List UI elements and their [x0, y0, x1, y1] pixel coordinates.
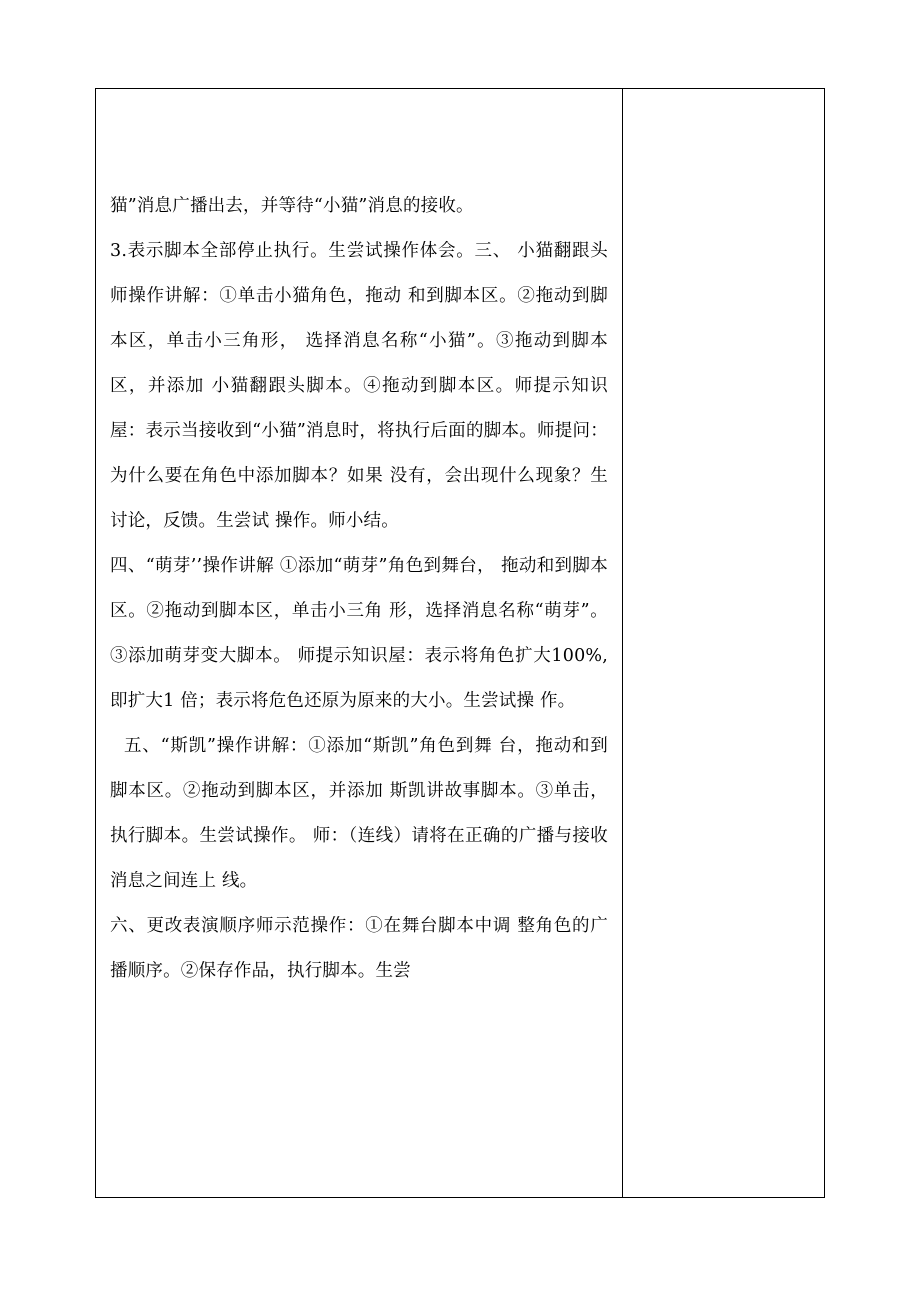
paragraph-continuation: 猫”消息广播出去，并等待“小猫”消息的接收。	[110, 196, 474, 216]
paragraph-section-four: 四、“萌芽’’操作讲解 ①添加“萌芽”角色到舞台， 拖动和到脚本区。②拖动到脚本区，单击小三角 形，选择消息名称“萌芽”。③添加萌芽变大脚本。 师提示知识屋：表示将角色扩大100%,即扩大1 倍；表示将危色还原为原来的大小。生尝试操 作。	[110, 556, 608, 711]
side-notes-body	[623, 89, 824, 1197]
paragraph-section-three: 3.表示脚本全部停止执行。生尝试操作体会。三、 小猫翻跟头师操作讲解：①单击小猫角色，拖动 和到脚本区。②拖动到脚本区，单击小三角形， 选择消息名称“小猫”。③拖动到脚本区，并添加 小猫翻跟头脚本。④拖动到脚本区。师提示知识 屋：表示当接收到“小猫”消息时，将执行后面的脚本。师提问：为什么要在角色中添加脚本？如果 没有，会出现什么现象？生讨论，反馈。生尝试 操作。师小结。	[110, 241, 608, 531]
main-content-body	[96, 89, 622, 994]
paragraph-section-six: 六、更改表演顺序师示范操作：①在舞台脚本中调 整角色的广播顺序。②保存作品，执行脚本。生尝	[110, 916, 608, 981]
table-cell-main-content	[96, 89, 623, 1197]
lesson-plan-table	[95, 88, 825, 1198]
paragraph-section-five: 五、“斯凯”操作讲解：①添加“斯凯”角色到舞 台，拖动和到脚本区。②拖动到脚本区，并添加 斯凯讲故事脚本。③单击，执行脚本。生尝试操作。 师：（连线）请将在正确的广播与接收消息之间连上 线。	[110, 736, 608, 891]
table-cell-side-notes	[623, 89, 824, 1197]
